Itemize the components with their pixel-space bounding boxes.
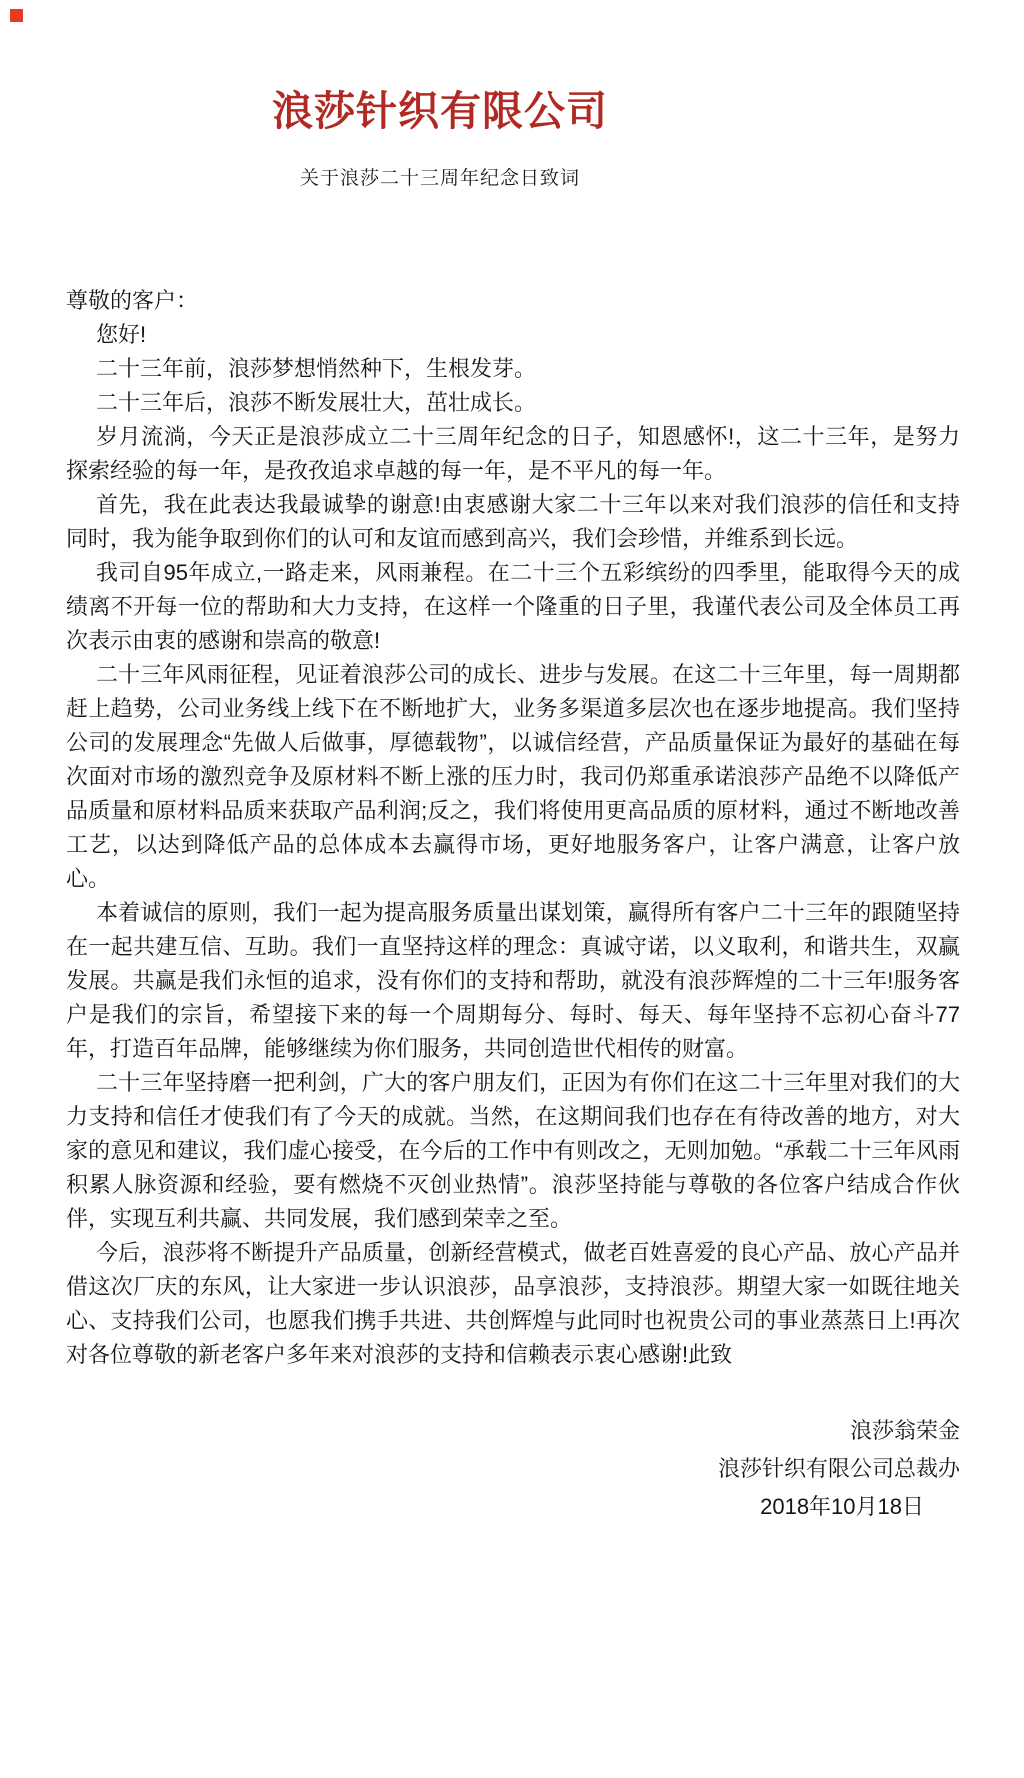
signature-org: 浪莎针织有限公司总裁办 (717, 1456, 960, 1481)
paragraph: 二十三年坚持磨一把利剑，广大的客户朋友们，正因为有你们在这二十三年里对我们的大力支持和信任才使我们有了今天的成就。当然，在这期间我们也存在有待改善的地方，对大家的意见和建议，我们虚心接受，在今后的工作中有则改之，无则加勉。“承载二十三年风雨积累人脉资源和经验，要有燃烧不灭创业热情”。浪莎坚持能与尊敬的各位客户结成合作伙伴，实现互利共赢、共同发展，我们感到荣幸之至。 (66, 1070, 960, 1231)
paragraph: 二十三年前，浪莎梦想悄然种下，生根发芽。 (96, 356, 537, 381)
signature-signer: 浪莎翁荣金 (849, 1418, 960, 1443)
paragraph: 今后，浪莎将不断提升产品质量，创新经营模式，做老百姓喜爱的良心产品、放心产品并借这次厂庆的东风，让大家进一步认识浪莎，品享浪莎，支持浪莎。期望大家一如既往地关心、支持我们公司，也愿我们携手共进、共创辉煌与此同时也祝贵公司的事业蒸蒸日上!再次对各位尊敬的新老客户多年来对浪莎的支持和信赖表示衷心感谢!此致 (66, 1240, 960, 1367)
paragraph: 二十三年风雨征程，见证着浪莎公司的成长、进步与发展。在这二十三年里，每一周期都赶上趋势，公司业务线上线下在不断地扩大，业务多渠道多层次也在逐步地提高。我们坚持公司的发展理念“先做人后做事，厚德载物”，以诚信经营，产品质量保证为最好的基础在每次面对市场的激烈竞争及原材料不断上涨的压力时，我司仍郑重承诺浪莎产品绝不以降低产品质量和原材料品质来获取产品利润;反之，我们将使用更高品质的原材料，通过不断地改善工艺，以达到降低产品的总体成本去赢得市场，更好地服务客户，让客户满意，让客户放心。 (66, 662, 960, 891)
document-body (66, 284, 960, 1372)
company-title: 浪莎针织有限公司 (272, 88, 608, 134)
paragraph: 我司自95年成立,一路走来，风雨兼程。在二十三个五彩缤纷的四季里，能取得今天的成绩离不开每一位的帮助和大力支持，在这样一个隆重的日子里，我谨代表公司及全体员工再次表示由衷的感谢和崇高的敬意! (66, 560, 960, 653)
paragraph: 首先，我在此表达我最诚挚的谢意!由衷感谢大家二十三年以来对我们浪莎的信任和支持同时，我为能争取到你们的认可和友谊而感到高兴，我们会珍惜，并维系到长远。 (66, 492, 960, 551)
document-header (0, 0, 880, 190)
paragraph: 本着诚信的原则，我们一起为提高服务质量出谋划策，赢得所有客户二十三年的跟随坚持在一起共建互信、互助。我们一直坚持这样的理念：真诚守诺，以义取利，和谐共生，双赢发展。共赢是我们永恒的追求，没有你们的支持和帮助，就没有浪莎辉煌的二十三年!服务客户是我们的宗旨，希望接下来的每一个周期每分、每时、每天、每年坚持不忘初心奋斗77年，打造百年品牌，能够继续为你们服务，共同创造世代相传的财富。 (66, 900, 960, 1061)
signature-block (66, 1412, 960, 1526)
red-corner-marker (10, 9, 23, 22)
paragraph: 岁月流淌，今天正是浪莎成立二十三周年纪念的日子，知恩感怀!，这二十三年，是努力探索经验的每一年，是孜孜追求卓越的每一年，是不平凡的每一年。 (66, 424, 960, 483)
paragraph: 二十三年后，浪莎不断发展壮大，茁壮成长。 (96, 390, 537, 415)
signature-date: 2018年10月18日 (760, 1494, 924, 1519)
paragraph: 您好! (96, 322, 147, 347)
paragraph: 尊敬的客户： (66, 288, 199, 313)
document-subtitle: 关于浪莎二十三周年纪念日致词 (299, 168, 580, 189)
